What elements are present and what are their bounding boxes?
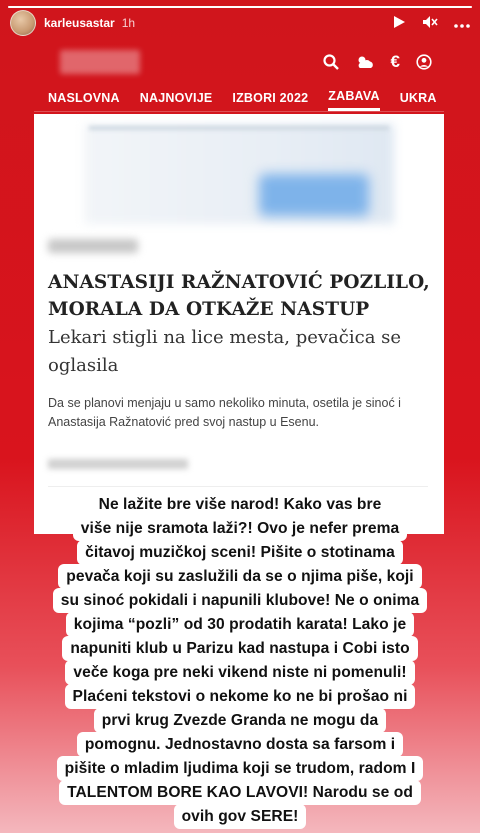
- story-progress-bar: [8, 6, 472, 8]
- overlay-line: pevača koji su zaslužili da se o njima piše, koji: [58, 564, 421, 589]
- mute-icon[interactable]: [422, 15, 438, 32]
- overlay-line: pišite o mladim ljudima koji se trudom, radom I: [57, 756, 424, 781]
- overlay-line: napuniti klub u Parizu kad nastupa i Cobi isto: [62, 636, 417, 661]
- news-screenshot: [34, 40, 444, 520]
- story-text-overlay: [8, 493, 472, 829]
- site-logo-blurred: [60, 50, 140, 74]
- story-header: [10, 10, 470, 36]
- overlay-line: ovih gov SERE!: [174, 804, 307, 829]
- article-subheadline: Lekari stigli na lice mesta, pevačica se oglasila: [48, 327, 402, 376]
- ad-button-blurred: [259, 174, 369, 216]
- play-icon[interactable]: [392, 15, 406, 32]
- overlay-line: pomognu. Jednostavno dosta sa farsom i: [77, 732, 403, 757]
- article-meta-blurred: [48, 459, 188, 469]
- overlay-line: prvi krug Zvezde Granda ne mogu da: [94, 708, 386, 733]
- overlay-line: su sinoć pokidali i napunili klubove! Ne o onima: [53, 588, 428, 613]
- weather-icon[interactable]: [355, 54, 375, 70]
- story-controls: [392, 15, 470, 32]
- nav-izbori-2022[interactable]: IZBORI 2022: [232, 90, 309, 105]
- nav-ukra[interactable]: UKRA: [399, 90, 437, 105]
- account-icon[interactable]: [416, 54, 432, 70]
- nav-zabava[interactable]: ZABAVA: [328, 84, 379, 111]
- article-card: [34, 114, 444, 534]
- ad-line-blurred: [89, 126, 389, 130]
- site-nav: [34, 84, 444, 112]
- story-username[interactable]: karleusastar: [44, 16, 115, 30]
- category-label-blurred: [48, 239, 138, 253]
- nav-naslovna[interactable]: NASLOVNA: [48, 90, 120, 105]
- more-icon[interactable]: [454, 16, 470, 31]
- site-header: [34, 40, 444, 84]
- euro-icon[interactable]: €: [390, 52, 400, 71]
- overlay-line: veče koga pre neki vikend niste ni pomenuli!: [65, 660, 414, 685]
- nav-najnovije[interactable]: NAJNOVIJE: [139, 90, 213, 105]
- overlay-line: Ne lažite bre više narod! Kako vas bre: [91, 492, 390, 517]
- story-progress-fill: [8, 6, 472, 8]
- divider: [48, 486, 428, 487]
- article-headline[interactable]: ANASTASIJI RAŽNATOVIĆ POZLILO, MORALA DA OTKAŽE NASTUP: [48, 272, 430, 320]
- overlay-line: više nije sramota laži?! Ovo je nefer prema: [73, 516, 407, 541]
- overlay-line: čitavoj muzičkoj sceni! Pišite o stotinama: [77, 540, 403, 565]
- avatar[interactable]: [10, 10, 36, 36]
- search-icon[interactable]: [323, 54, 339, 70]
- overlay-line: Plaćeni tekstovi o nekome ko ne bi prošao ni: [65, 684, 416, 709]
- story-time: 1h: [121, 16, 136, 30]
- overlay-line: TALENTOM BORE KAO LAVOVI! Narodu se od: [59, 780, 421, 805]
- site-header-icons: [323, 52, 432, 72]
- article-lead: Da se planovi menjaju u samo nekoliko minuta, osetila je sinoć i Anastasija Ražnatović pred svoj nastup u Esenu.: [48, 396, 401, 429]
- overlay-line: kojima “pozli” od 30 prodatih karata! Lako je: [66, 612, 414, 637]
